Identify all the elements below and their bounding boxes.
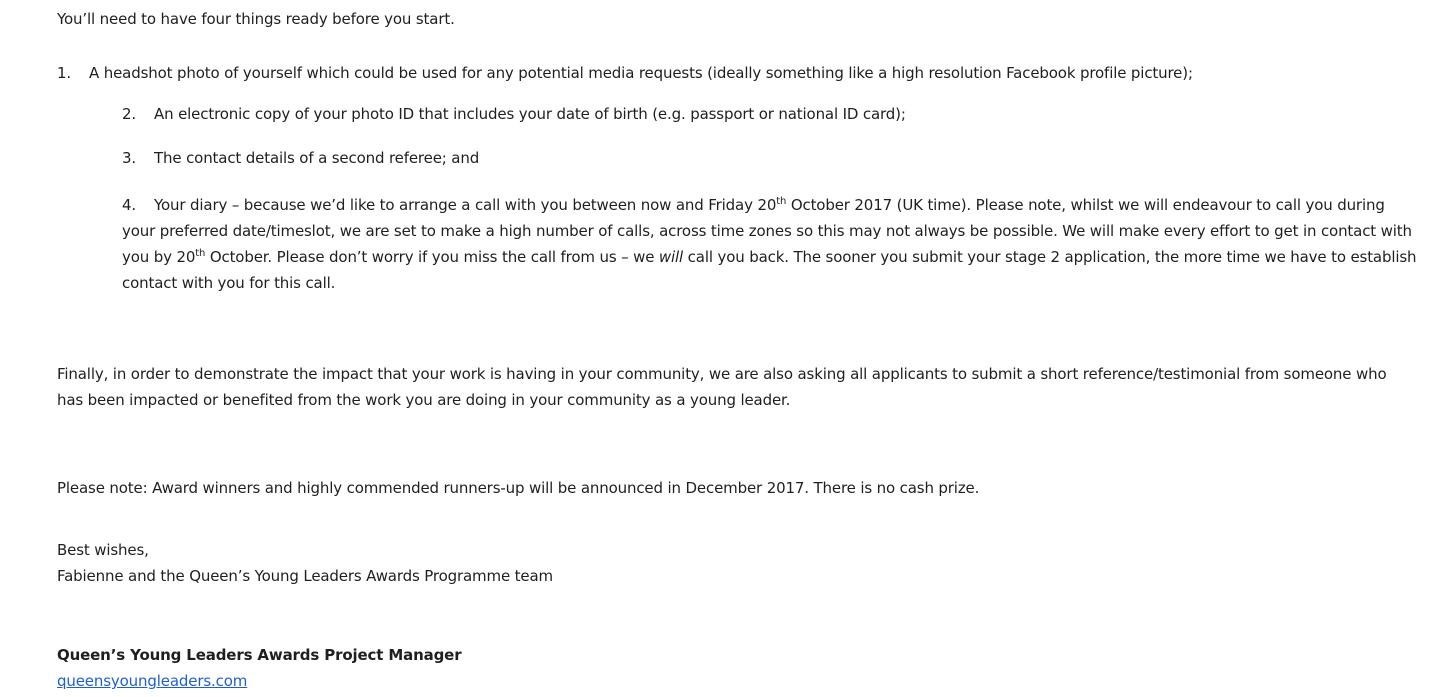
- list-item: [122, 104, 906, 124]
- list-item-text: October 2017 (UK time). Please note, whilst we will endeavour to call you during your preferred date/timeslot, we are set to make a high number of calls, across time zones so this may not always be possible. We will make every effort to get in contact with you by 20: [122, 196, 1412, 266]
- list-number: 1.: [57, 64, 72, 82]
- list-item-text: October. Please don’t worry if you miss the call from us – we: [205, 248, 659, 266]
- list-number: 3.: [122, 149, 137, 167]
- ordinal-suffix: th: [776, 196, 787, 207]
- list-number: 2.: [122, 105, 137, 123]
- list-number: 4.: [122, 196, 137, 214]
- website-link[interactable]: queensyoungleaders.com: [57, 672, 248, 690]
- list-item: [122, 192, 1420, 296]
- closing-text: Best wishes,: [57, 541, 149, 559]
- emphasis-text: will: [658, 248, 684, 266]
- list-item-text: A headshot photo of yourself which could be used for any potential media requests (ideally something like a high resolution Facebook profile picture);: [89, 64, 1193, 82]
- signoff-text: Fabienne and the Queen’s Young Leaders Awards Programme team: [57, 567, 553, 585]
- list-item: [122, 148, 479, 168]
- signature-title: Queen’s Young Leaders Awards Project Manager: [57, 646, 462, 664]
- list-item-text: call you back. The sooner you submit your stage 2 application, the more time we have to establish contact with you for this call.: [122, 248, 1417, 292]
- finally-paragraph: Finally, in order to demonstrate the impact that your work is having in your community, we are also asking all applicants to submit a short reference/testimonial from someone who has been impacted or benefited from the work you are doing in your community as a young leader.: [57, 365, 1387, 409]
- intro-text: You’ll need to have four things ready before you start.: [57, 10, 455, 28]
- list-item-text: The contact details of a second referee; and: [154, 149, 480, 167]
- ordinal-suffix: th: [195, 248, 206, 259]
- list-item-text: An electronic copy of your photo ID that includes your date of birth (e.g. passport or national ID card);: [154, 105, 906, 123]
- note-text: Please note: Award winners and highly commended runners-up will be announced in December 2017. There is no cash prize.: [57, 479, 980, 497]
- list-item-text: Your diary – because we’d like to arrange a call with you between now and Friday 20: [154, 196, 777, 214]
- list-item: [57, 63, 1193, 83]
